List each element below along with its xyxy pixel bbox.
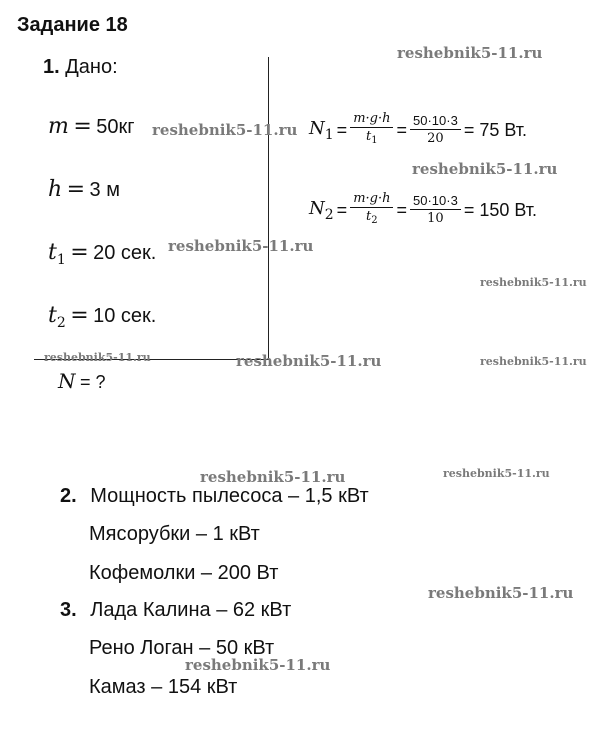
page-title: Задание 18 xyxy=(17,14,128,36)
given-value: 3 м xyxy=(89,179,120,201)
watermark: reshebnik5-11.ru xyxy=(428,584,574,602)
task3-line-2: Рено Логан – 50 кВт xyxy=(89,637,275,659)
find-rest: = ? xyxy=(79,372,106,392)
task3-number: 3. xyxy=(60,599,77,621)
vertical-divider xyxy=(268,57,269,360)
given-row-t1 xyxy=(48,240,156,268)
given-var: m xyxy=(48,114,69,139)
given-value: 10 сек. xyxy=(93,305,157,327)
given-sub: 1 xyxy=(56,252,66,268)
watermark: reshebnik5-11.ru xyxy=(200,468,346,486)
given-row-t2 xyxy=(48,303,156,331)
fraction-denominator: 10 xyxy=(427,211,444,226)
watermark: reshebnik5-11.ru xyxy=(185,656,331,674)
task2-line-3: Кофемолки – 200 Вт xyxy=(89,562,279,584)
solution-result: = 150 Вт. xyxy=(463,199,538,220)
values-fraction xyxy=(410,112,461,148)
given-value: 50кг xyxy=(96,116,135,138)
watermark: reshebnik5-11.ru xyxy=(412,160,558,178)
watermark: reshebnik5-11.ru xyxy=(480,276,587,289)
given-eq: = xyxy=(70,240,89,265)
formula-fraction xyxy=(350,190,393,230)
fraction-numerator: m·g·h xyxy=(350,110,393,128)
task2-line-1 xyxy=(60,485,369,508)
watermark: reshebnik5-11.ru xyxy=(443,467,550,480)
given-var: $t_1$ xyxy=(48,240,66,268)
find-var: N xyxy=(58,369,76,393)
task2-number: 2. xyxy=(60,485,77,507)
values-fraction xyxy=(410,192,461,228)
given-eq: = xyxy=(66,177,86,202)
task1-header xyxy=(43,56,118,79)
fraction-numerator: m·g·h xyxy=(350,190,393,208)
formula-fraction xyxy=(350,110,393,150)
task3-text: Лада Калина – 62 кВт xyxy=(90,599,292,621)
task3-line-1 xyxy=(60,599,291,622)
task2-line-2: Мясорубки – 1 кВт xyxy=(89,523,260,545)
solution-n1 xyxy=(309,110,527,150)
solution-eq: = xyxy=(336,199,348,220)
watermark: reshebnik5-11.ru xyxy=(236,352,382,370)
find-row xyxy=(58,369,105,393)
watermark: reshebnik5-11.ru xyxy=(397,44,543,62)
solution-eq2: = xyxy=(396,199,407,220)
solution-n-var: $N_1$ xyxy=(309,117,334,143)
fraction-denominator: $t_1$ xyxy=(366,129,378,146)
given-eq: = xyxy=(70,303,89,328)
task3-line-3: Камаз – 154 кВт xyxy=(89,676,238,698)
given-value: 20 сек. xyxy=(93,242,157,264)
fraction-denominator: 20 xyxy=(427,131,444,146)
given-row-m xyxy=(48,114,135,139)
fraction-denominator: $t_2$ xyxy=(366,209,378,226)
solution-n2 xyxy=(309,190,537,230)
watermark: reshebnik5-11.ru xyxy=(152,121,298,139)
task1-number: 1. xyxy=(43,56,60,78)
given-var: $t_2$ xyxy=(48,303,66,331)
given-eq: = xyxy=(73,114,92,139)
solution-eq: = xyxy=(336,119,348,140)
solution-result: = 75 Вт. xyxy=(463,119,528,140)
fraction-numerator: 50·10·3 xyxy=(410,112,461,130)
watermark: reshebnik5-11.ru xyxy=(168,237,314,255)
given-row-h xyxy=(48,177,120,202)
fraction-numerator: 50·10·3 xyxy=(410,192,461,210)
task2-text: Мощность пылесоса – 1,5 кВт xyxy=(90,485,369,507)
given-label: Дано: xyxy=(65,56,118,78)
given-var: h xyxy=(48,177,63,202)
solution-n-var: $N_2$ xyxy=(309,197,334,223)
given-sub: 2 xyxy=(56,315,66,331)
watermark: reshebnik5-11.ru xyxy=(480,355,587,368)
watermark: reshebnik5-11.ru xyxy=(44,351,151,364)
solution-eq2: = xyxy=(396,119,407,140)
